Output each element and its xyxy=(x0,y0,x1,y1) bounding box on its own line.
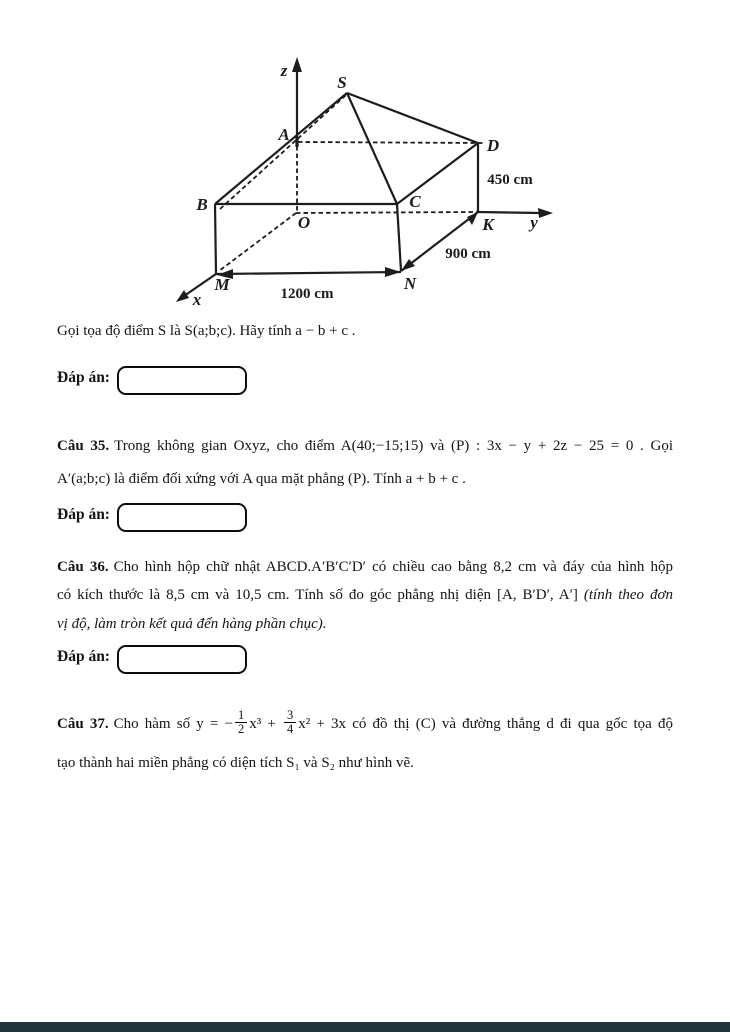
question-36-text-2: có kích thước là 8,5 cm và 10,5 cm. Tính số đo góc phẳng nhị diện [A, B′D′, A′] xyxy=(57,587,584,603)
dim-depth-label: 900 cm xyxy=(445,246,491,262)
question-34-intro-line: Gọi tọa độ điểm S là S(a;b;c). Hãy tính a − b + c . xyxy=(57,323,356,339)
question-36-text-2-italic: (tính theo đơn xyxy=(583,587,673,603)
point-b-label: B xyxy=(196,195,208,214)
point-c-label: C xyxy=(409,192,421,211)
question-36-line-2 xyxy=(57,585,673,606)
dim-height-label: 450 cm xyxy=(487,172,533,188)
hidden-edge-o-m xyxy=(219,213,296,271)
question-37-text-pre: Cho hàm số xyxy=(113,716,197,732)
fraction-denominator: 2 xyxy=(238,722,245,737)
answer-label-1: Đáp án: xyxy=(57,369,110,386)
question-35-number: Câu 35. xyxy=(57,438,110,454)
question-37-math-1: y = − xyxy=(196,716,233,732)
question-37-line-1 xyxy=(57,703,673,745)
dim-1200-right-arrowhead xyxy=(385,267,401,277)
x-axis-label: x xyxy=(192,290,202,309)
edge-m-n xyxy=(216,272,401,274)
answer-box-1[interactable] xyxy=(117,366,247,395)
question-36-number: Câu 36. xyxy=(57,559,109,575)
y-axis-label: y xyxy=(530,213,538,232)
question-35-line-2: A′(a;b;c) là điểm đối xứng với A qua mặt phẳng (P). Tính a + b + c . xyxy=(57,471,466,487)
hidden-edge-roof xyxy=(220,95,346,209)
question-37-math-3: x² + 3x xyxy=(298,716,347,732)
z-axis-arrowhead xyxy=(292,57,302,72)
answer-label-3: Đáp án: xyxy=(57,648,110,665)
question-37-number: Câu 37. xyxy=(57,716,109,732)
question-35-line-1 xyxy=(57,436,673,457)
point-n-label: N xyxy=(403,274,417,293)
question-37-text-post: có đồ thị (C) và đường thẳng d đi qua gốc tọa độ xyxy=(346,716,673,732)
edge-b-m xyxy=(215,204,216,274)
fraction-numerator: 1 xyxy=(235,709,247,723)
question-36-line-3: vị độ, làm tròn kết quả đến hàng phần chục). xyxy=(57,616,327,632)
hidden-edge-a-d xyxy=(298,142,483,143)
dim-900-upper-arrowhead xyxy=(467,212,478,225)
edge-c-n xyxy=(397,204,401,271)
footer-bar xyxy=(0,1022,730,1032)
edge-n-k xyxy=(401,212,478,271)
point-s-label: S xyxy=(337,73,347,92)
fraction-three-quarters xyxy=(284,709,296,736)
point-o-label: O xyxy=(297,213,311,232)
x-axis-arrowhead xyxy=(176,290,189,302)
answer-box-3[interactable] xyxy=(117,645,247,674)
question-37-line-2: tạo thành hai miền phẳng có diện tích S₁ và S₂ như hình vẽ. xyxy=(57,755,414,771)
point-d-label: D xyxy=(486,136,500,155)
point-m-label: M xyxy=(214,275,230,294)
dim-width-label: 1200 cm xyxy=(280,286,334,302)
coordinate-figure xyxy=(0,0,730,320)
fraction-denominator: 4 xyxy=(287,722,294,737)
question-35-text-1: Trong không gian Oxyz, cho điểm A(40;−15;15) và (P) : 3x − y + 2z − 25 = 0 . Gọi xyxy=(114,438,673,454)
hidden-edge-o-k xyxy=(296,212,477,213)
z-axis-label: z xyxy=(280,61,288,80)
question-36-line-1 xyxy=(57,557,673,578)
question-37-math-2: x³ + xyxy=(249,716,283,732)
fraction-numerator: 3 xyxy=(284,709,296,723)
question-36-text-1: Cho hình hộp chữ nhật ABCD.A′B′C′D′ có chiều cao bằng 8,2 cm và đáy của hình hộp xyxy=(113,559,673,575)
point-k-label: K xyxy=(482,215,494,234)
point-a-label: A xyxy=(278,125,290,144)
fraction-one-half xyxy=(235,709,247,736)
edge-s-b xyxy=(215,93,347,204)
answer-box-2[interactable] xyxy=(117,503,247,532)
answer-label-2: Đáp án: xyxy=(57,506,110,523)
y-axis-arrowhead xyxy=(538,208,553,218)
